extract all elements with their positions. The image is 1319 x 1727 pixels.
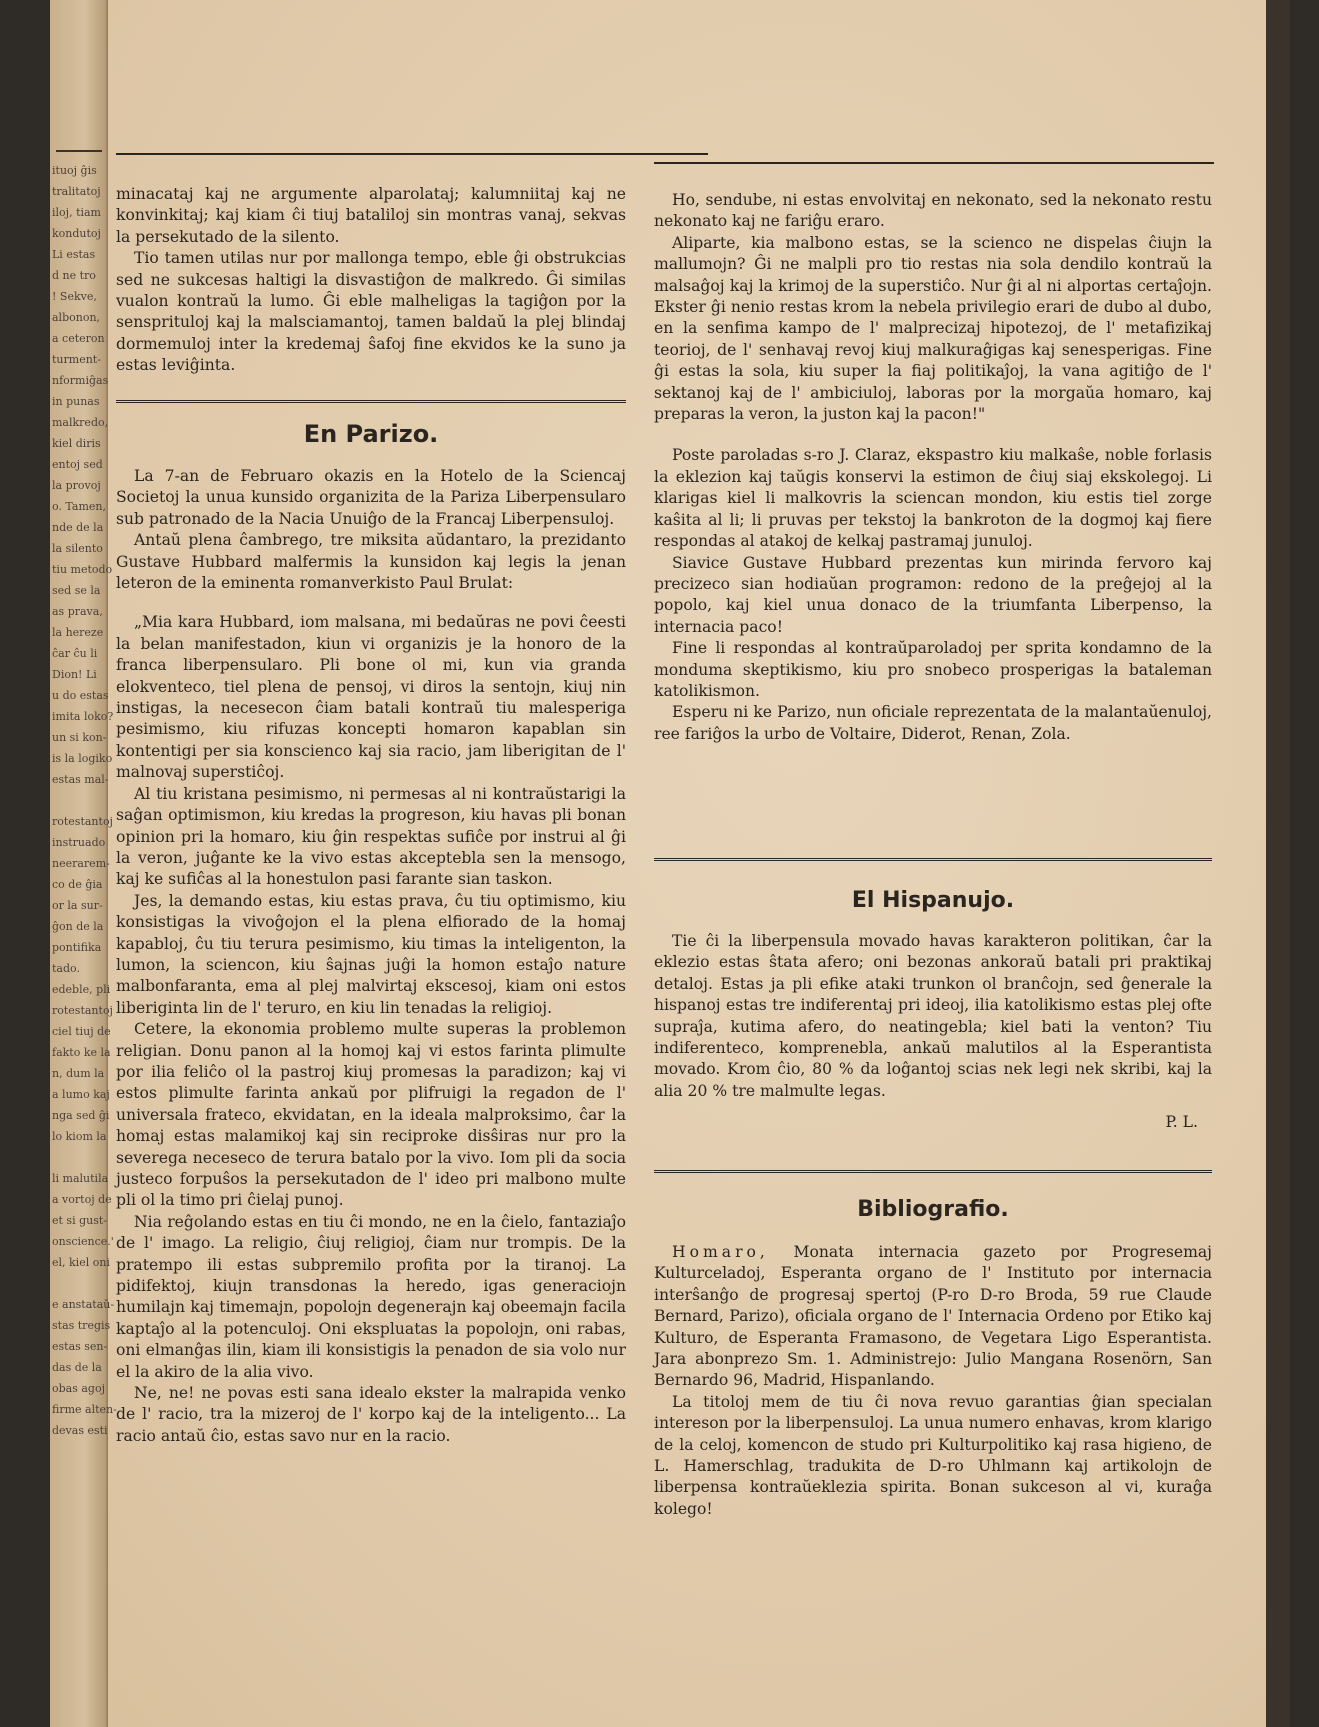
newspaper-page bbox=[50, 0, 1290, 1727]
paragraph: Tie ĉi la liberpensula movado havas karakteron politikan, ĉar la eklezio estas ŝtata afero; oni bezonas ankoraŭ batali pri praktikaj detaloj. Estas ja pli efike ataki trunkon ol branĉojn, sed ĝenerale la hispanoj estas tre indiferentaj pri ideoj, ilia katolikismo estas plej ofte supraĵa, kutima afero, do neatingebla; kiel bati la venton? Tiu indiferenteco, komprenebla, ankaŭ malutilos al la Esperantista movado. Krom ĉio, 80 % da loĝantoj scias nek legi nek skribi, kaj la alia 20 % tre malmulte legas. bbox=[654, 932, 1212, 1100]
paragraph-text: Monata internacia gazeto por Progresemaj Kulturceladoj, Esperanta organo de l' Instituto por internacia interŝanĝo de progresaj spertoj (P-ro D-ro Broda, 59 rue Claude Bernard, Parizo), oficiala organo de l' Internacia Ordeno por Etiko kaj Kulturo, de Esperanta Framasono, de Vegetara Ligo Esperantista. Jara abonprezo Sm. 1. Administrejo: Julio Mangana Rosenörn, San Bernardo 96, Madrid, Hispanlando. bbox=[654, 1243, 1212, 1390]
facing-page-edge bbox=[50, 0, 117, 1727]
paragraph: Cetere, la ekonomia problemo multe superas la problemon religian. Donu panon al la homoj kaj vi estos farinta plimulte por ilia feliĉo ol la pastroj kiuj promesas la paradizon; kaj vi estos plimulte farinta ankaŭ por plifruigi la regadon de l' universala frateco, ekvidatan, en la ideala malproksimo, ĉar la homaj estas malamikoj kaj sin reciproke disŝiras nur pro la severega neceseco de terura batalo por la vivo. Iom pli da socia justeco forpuŝos la persekutadon de l' ideo pri malbono multe pli ol la timo pri ĉielaj punoj. bbox=[116, 1020, 626, 1210]
paragraph: La 7-an de Februaro okazis en la Hotelo de la Sciencaj Societoj la unua kunsido organizita de la Pariza Liberpensularo sub patronado de la Nacia Unuiĝo de la Francaj Liberpensuloj. bbox=[116, 467, 626, 528]
left-column bbox=[116, 184, 626, 377]
paragraph: Ne, ne! ne povas esti sana idealo ekster la malrapida venko de l' racio, tra la mizeroj de l' korpo kaj de la inteligento... La racio antaŭ ĉio, estas savo nur en la racio. bbox=[116, 1384, 626, 1445]
paragraph: Ho, sendube, ni estas envolvitaj en nekonato, sed la nekonato restu nekonato kaj ne fariĝu eraro. bbox=[654, 191, 1212, 231]
section-divider-right-2 bbox=[654, 1170, 1212, 1173]
lead-word: Homaro, bbox=[672, 1243, 769, 1261]
continued-paragraph: minacataj kaj ne argumente alparolataj; kalumniitaj kaj ne konvinkitaj; kaj kiam ĉi tiuj bataliloj sin montras vanaj, sekvas la persekutado de la silento. bbox=[116, 185, 626, 246]
section-divider-left bbox=[116, 400, 626, 403]
signature: P. L. bbox=[1165, 1113, 1198, 1132]
paragraph: Nia reĝolando estas en tiu ĉi mondo, ne en la ĉielo, fantaziaĵo de l' imago. La religio, ĉiuj religioj, ĉiam nur trompis. De la pratempo ili estas subpremilo profita por la tiranoj. La pidifektoj, kiujn transdonas la heredo, igas generaciojn humilajn kaj timemajn, popolojn degenerajn kaj obeemajn facila kaptaĵo al la potenculoj. Oni ekspluatas la popolojn, oni rabas, oni elmanĝas ilin, kiam ili konsistigis la penadon de sia volo nur el la akiro de la alia vivo. bbox=[116, 1212, 626, 1381]
facing-page-text: ituoj ĝis tralitatoj iloj, tiam kondutoj Li estas d ne tro ! Sekve, albonon, a ceteron turment- nformiĝas in punas malkredo, kiel diris entoj sed la provoj o. Tamen, nde de la la silento tiu metodo sed se la as prava, la hereze ĉar ĉu li Dion! Li u do estas imita loko? un si kon- is la logiko estas mal- rotestantoj instruado neerarem- co de ĝia or la sur- ĝon de la pontifika tado. edeble, pli rotestantoj ciel tiuj de fakto ke la n, dum la a lumo kaj nga sed ĝi lo kiom la li malutila a vortoj de et si gust- onscience.' el, kiel oni e anstataŭ- stas tregis estas sen- das de la obas agoj firme alten- devas esti bbox=[52, 164, 117, 1437]
quote-paragraph: „Mia kara Hubbard, iom malsana, mi bedaŭras ne povi ĉeesti la belan manifestadon, kiun vi organizis je la honoro de la franca liberpensularo. Pli bone ol mi, kun via granda elokventeco, tiel plena de pensoj, vi diros la sentojn, kiuj nin instigas, la necesecon ĉiam batali kontraŭ tiu malesperiga pesimismo, kiu rifuzas koncepti homaron kapablan sin kontentigi per sia konscienco kaj sia racio, jam liberigitan de l' malnovaj superstiĉoj. bbox=[116, 613, 626, 782]
facing-page-rule bbox=[56, 150, 102, 152]
top-rule-right bbox=[654, 162, 1214, 164]
article-en-parizo-body bbox=[116, 466, 626, 1447]
paragraph: Jes, la demando estas, kiu estas prava, ĉu tiu optimismo, kiu konsistigas la vivoĝojon el la plena elfiorado de la homaj kapabloj, ĉu tiu terura pesimismo, kiu timas la inteligenton, la lumon, la sciencon, kiu ŝajnas juĝi la homon estaĵo nature malbonfaranta, ema al plej malvirtaj ekscesoj, kiam oni estos liberiginta lin de l' teruro, en kiu lin tenadas la religioj. bbox=[116, 891, 626, 1017]
paragraph: Poste paroladas s-ro J. Claraz, ekspastro kiu malkaŝe, noble forlasis la eklezion kaj taŭgis konservi la estimon de ĉiuj siaj ekskolegoj. Li klarigas kiel li malkovris la sciencan mondon, kiu estis tiel zorge kaŝita al li; li pruvas per tekstoj la bankroton de la dogmoj kaj fiere respondas al atakoj de kelkaj pastramaj junuloj. bbox=[654, 446, 1212, 551]
paragraph: Al tiu kristana pesimismo, ni permesas al ni kontraŭstarigi la saĝan optimismon, kiu kredas la progreson, kiu havas pli bonan opinion pri la homaro, kiu ĝin respektas sufiĉe por instrui al ĝi la veron, juĝante ke la vivo estas akceptebla sen la mensogo, kaj ke sufiĉas al la honestulon pasi farante sian taskon. bbox=[116, 784, 626, 889]
paragraph: Antaŭ plena ĉambrego, tre miksita aŭdantaro, la prezidanto Gustave Hubbard malfermis la kunsidon kaj legis la jenan leteron de la eminenta romanverkisto Paul Brulat: bbox=[116, 531, 626, 593]
article-title-bibliografio: Bibliografio. bbox=[857, 1197, 1009, 1222]
paragraph: La titoloj mem de tiu ĉi nova revuo garantias ĝian specialan intereson por la liberpensuloj. La unua numero enhavas, krom klarigo de la celoj, komencon de studo pri Kulturpolitiko kaj rasa higieno, de L. Hamerschlag, tradukita de D-ro Uhlmann kaj artikolojn de liberpensa kontraŭeklezia spirita. Bonan sukceson al vi, kuraĝa kolego! bbox=[654, 1392, 1212, 1518]
article-bibliografio-body bbox=[654, 1242, 1212, 1520]
continued-paragraph-2: Tio tamen utilas nur por mallonga tempo, eble ĝi obstrukcias sed ne sukcesas haltigi la disvastiĝon de malkredo. Ĝi similas vualon kontraŭ la lumo. Ĝi eble malheligas la tagiĝon por la sensprituloj kaj la malsciamantoj, tamen baldaŭ la plej blindaj dormemuloj inter la kredemaj ŝafoj fine ekvidos ke la suno ja estas leviĝinta. bbox=[116, 249, 626, 375]
paragraph: Fine li respondas al kontraŭparoladoj per sprita kondamno de la monduma skeptikismo, kiu pro snobeco prosperigas la bataleman katolikismon. bbox=[654, 639, 1212, 700]
background-edge bbox=[1266, 0, 1290, 1727]
paragraph: Aliparte, kia malbono estas, se la scienco ne dispelas ĉiujn la mallumojn? Ĝi ne malpli pro tio restas nia sola dendilo kontraŭ la malsaĝoj kaj la krimoj de la superstiĉo. Nur ĝi al ni alportas certaĵojn. Ekster ĝi nenio restas krom la nebela privilegio erari de dubo al dubo, en la senfima kampo de l' malprecizaj hipotezoj, de l' metafizikaj teorioj, de l' senhavaj revoj kiuj malkuraĝigas kaj senesperigas. Fine ĝi estas la sola, kiu super la fiaj politikaĵoj, la vana agitiĝo de l' sektanoj kaj de l' ambiciuloj, laboras por la morgaŭa homaro, kaj preparas la veron, la juston kaj la pacon!" bbox=[654, 233, 1212, 424]
article-el-hispanujo-body bbox=[654, 931, 1212, 1134]
article-title-el-hispanujo: El Hispanujo. bbox=[851, 888, 1015, 913]
article-title-en-parizo: En Parizo. bbox=[303, 420, 439, 448]
section-divider-right-1 bbox=[654, 858, 1212, 861]
paragraph: Siavice Gustave Hubbard prezentas kun mirinda fervoro kaj precizeco sian hodiaŭan programon: redono de la preĝejoj al la popolo, kaj kiel unua donaco de la triumfanta Liberpenso, la internacia paco! bbox=[654, 553, 1212, 636]
top-rule-left bbox=[116, 153, 708, 155]
right-column bbox=[654, 190, 1212, 745]
paragraph: Esperu ni ke Parizo, nun oficiale reprezentata de la malantaŭenuloj, ree fariĝos la urbo de Voltaire, Diderot, Renan, Zola. bbox=[654, 703, 1212, 743]
paragraph bbox=[654, 1242, 1212, 1392]
